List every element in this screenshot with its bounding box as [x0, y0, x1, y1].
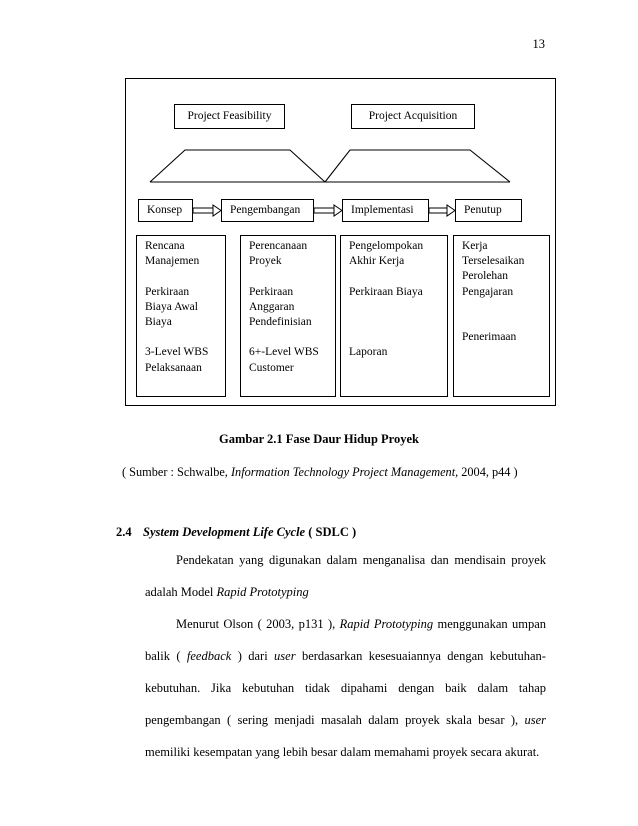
phase-penutup: Penutup: [455, 199, 522, 222]
arrow-pengembangan-implementasi: [314, 205, 342, 216]
p1-prefix: adalah Model: [145, 585, 217, 599]
p2-l2-b: ) dari: [231, 649, 275, 663]
arrow-konsep-pengembangan: [193, 205, 221, 216]
arrow-implementasi-penutup: [429, 205, 455, 216]
source-title: Information Technology Project Management,: [230, 465, 459, 479]
p2-suffix: menggunakan umpan: [433, 617, 546, 631]
feasibility-trapezoid: [150, 150, 325, 182]
p2-l2-a: balik (: [145, 649, 187, 663]
figure-caption: Gambar 2.1 Fase Daur Hidup Proyek: [218, 432, 420, 446]
paragraph-2-line-1: [145, 617, 546, 632]
p2-l2-user: user: [274, 649, 296, 663]
p2-l2-feedback: feedback: [186, 649, 232, 663]
figure-source: [122, 465, 518, 480]
section-number: 2.4: [116, 525, 132, 539]
acquisition-trapezoid: [325, 150, 510, 182]
section-title: System Development Life Cycle: [143, 525, 306, 539]
p2-italic: Rapid Prototyping: [339, 617, 434, 631]
paragraph-1-line-2: [145, 585, 546, 600]
detail-penutup: Kerja Terselesaikan Perolehan Pengajaran Penerimaan: [453, 235, 550, 397]
paragraph-2-line-4: [145, 713, 546, 728]
phase-implementasi: Implementasi: [342, 199, 429, 222]
p2-l2-c: berdasarkan kesesuaiannya dengan kebutuhan-: [295, 649, 546, 663]
section-heading: [116, 525, 356, 540]
page-number: 13: [532, 37, 545, 51]
detail-pengembangan: Perencanaan Proyek Perkiraan Anggaran Pendefinisian 6+-Level WBS Customer: [240, 235, 336, 397]
source-suffix: 2004, p44 ): [458, 465, 518, 479]
paragraph-2-line-3: kebutuhan. Jika kebutuhan tidak dipahami dengan baik dalam tahap: [145, 681, 546, 695]
p2-prefix: Menurut Olson ( 2003, p131 ),: [176, 617, 340, 631]
p2-l4-user: user: [524, 713, 546, 727]
paragraph-1-line-1: Pendekatan yang digunakan dalam menganalisa dan mendisain proyek: [176, 553, 546, 567]
paragraph-2-line-2: [145, 649, 546, 664]
detail-konsep: Rencana Manajemen Perkiraan Biaya Awal Biaya 3-Level WBS Pelaksanaan: [136, 235, 226, 397]
p1-italic: Rapid Prototyping: [216, 585, 309, 599]
project-acquisition-box: Project Acquisition: [351, 104, 475, 129]
phase-pengembangan: Pengembangan: [221, 199, 314, 222]
section-suffix: ( SDLC ): [305, 525, 357, 539]
project-feasibility-box: Project Feasibility: [174, 104, 285, 129]
source-prefix: ( Sumber : Schwalbe,: [122, 465, 231, 479]
detail-implementasi: Pengelompokan Akhir Kerja Perkiraan Biaya Laporan: [340, 235, 448, 397]
p2-l4-a: pengembangan ( sering menjadi masalah dalam proyek skala besar ),: [145, 713, 525, 727]
paragraph-2-line-5: memiliki kesempatan yang lebih besar dalam memahami proyek secara akurat.: [145, 745, 540, 759]
phase-konsep: Konsep: [138, 199, 193, 222]
